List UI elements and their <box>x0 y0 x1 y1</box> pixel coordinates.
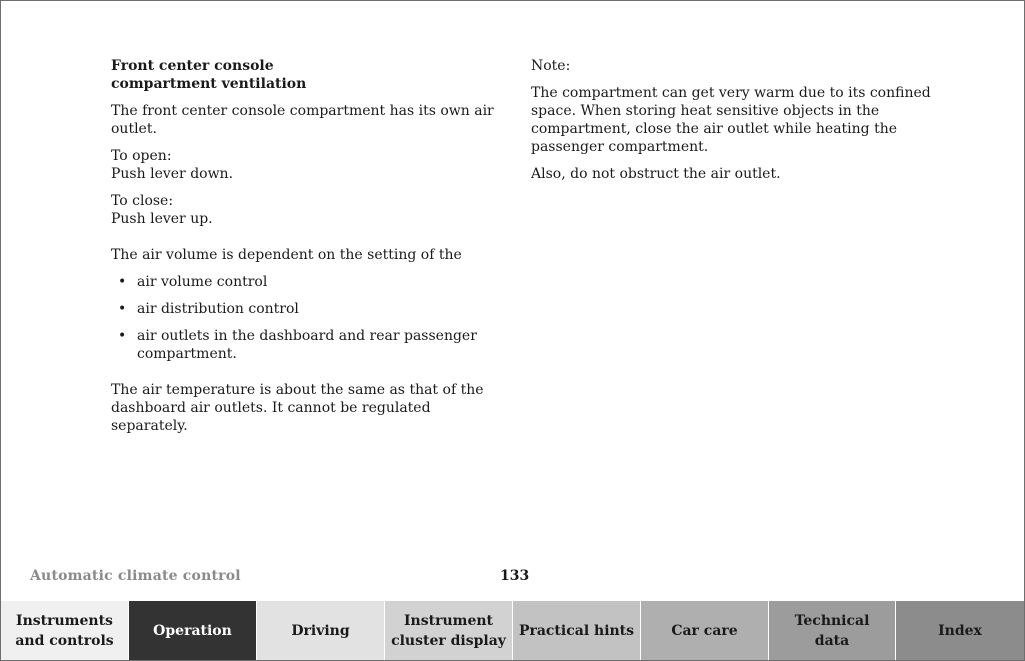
list-item: • air outlets in the dashboard and rear passenger compartment. <box>118 328 477 362</box>
bullet-list <box>111 273 511 363</box>
also-paragraph: Also, do not obstruct the air outlet. <box>531 166 781 182</box>
list-item: • air volume control <box>118 274 268 290</box>
tab-operation[interactable]: Operation <box>129 601 257 660</box>
volume-paragraph: The air volume is dependent on the setting of the <box>111 247 462 263</box>
tab-car-care[interactable]: Car care <box>641 601 769 660</box>
tab-instruments-and-controls[interactable]: Instruments and controls <box>1 601 129 660</box>
list-item: • air distribution control <box>118 301 299 317</box>
tab-practical-hints[interactable]: Practical hints <box>513 601 641 660</box>
close-instruction: To close: Push lever up. <box>111 193 213 227</box>
note-label: Note: <box>531 58 571 74</box>
tab-index[interactable]: Index <box>896 601 1024 660</box>
temperature-paragraph: The air temperature is about the same as that of the dashboard air outlets. It cannot be regulated separately. <box>111 382 484 434</box>
heading-line: compartment ventilation <box>111 76 307 92</box>
section-heading <box>111 57 511 93</box>
page-number: 133 <box>500 568 530 584</box>
chapter-tab-bar <box>1 601 1024 660</box>
tab-technical-data[interactable]: Technical data <box>769 601 896 660</box>
tab-instrument-cluster-display[interactable]: Instrument cluster display <box>385 601 513 660</box>
note-paragraph: The compartment can get very warm due to its confined space. When storing heat sensitive objects in the compartment, close the air outlet while heating the passenger compartment. <box>531 85 931 155</box>
bullet-icon: • <box>118 301 127 317</box>
intro-paragraph: The front center console compartment has its own air outlet. <box>111 103 494 137</box>
bullet-icon: • <box>118 274 127 290</box>
section-title: Automatic climate control <box>30 568 241 584</box>
open-instruction: To open: Push lever down. <box>111 148 234 182</box>
right-column <box>531 57 931 192</box>
bullet-icon: • <box>118 328 127 344</box>
left-column <box>111 57 511 444</box>
heading-line: Front center console <box>111 58 274 74</box>
tab-driving[interactable]: Driving <box>257 601 385 660</box>
